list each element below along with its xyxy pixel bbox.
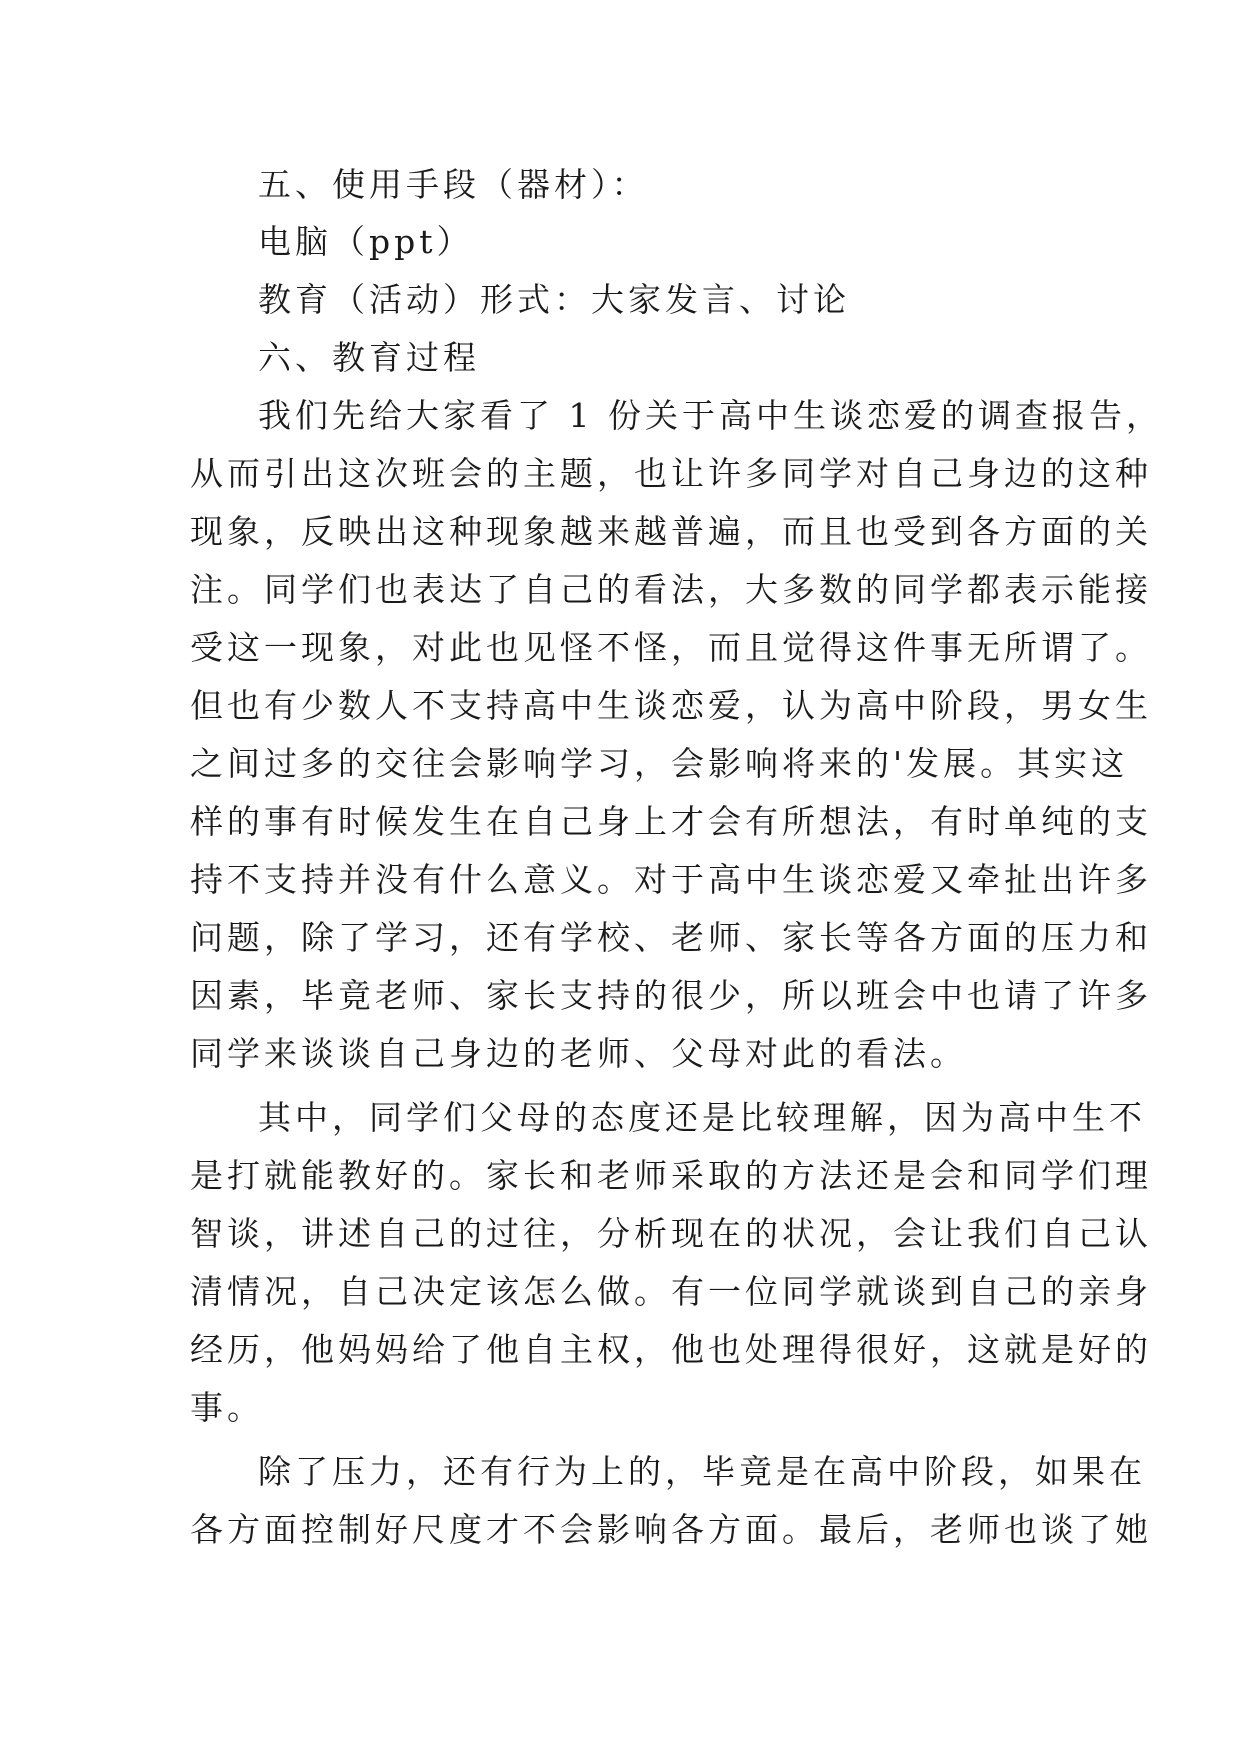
section-heading-process: 六、教育过程	[258, 338, 480, 377]
text-line: 电脑（ppt）	[258, 222, 474, 261]
paragraph-line: 事。	[190, 1388, 264, 1427]
paragraph-line: 注。同学们也表达了自己的看法，大多数的同学都表示能接	[190, 570, 1152, 609]
paragraph-line: 各方面控制好尺度才不会影响各方面。最后，老师也谈了她	[190, 1510, 1152, 1549]
paragraph-line: 样的事有时候发生在自己身上才会有所想法，有时单纯的支	[190, 802, 1152, 841]
paragraph-line: 从而引出这次班会的主题，也让许多同学对自己身边的这种	[190, 454, 1152, 493]
paragraph-line: 清情况，自己决定该怎么做。有一位同学就谈到自己的亲身	[190, 1272, 1152, 1311]
paragraph-line: 问题，除了学习，还有学校、老师、家长等各方面的压力和	[190, 918, 1152, 957]
paragraph-line: 是打就能教好的。家长和老师采取的方法还是会和同学们理	[190, 1156, 1152, 1195]
paragraph-line: 受这一现象，对此也见怪不怪，而且觉得这件事无所谓了。	[190, 628, 1152, 667]
paragraph-line: 但也有少数人不支持高中生谈恋爱，认为高中阶段，男女生	[190, 686, 1152, 725]
paragraph-line: 现象，反映出这种现象越来越普遍，而且也受到各方面的关	[190, 512, 1152, 551]
paragraph-line: 同学来谈谈自己身边的老师、父母对此的看法。	[190, 1034, 967, 1073]
section-heading-tools: 五、使用手段（器材）：	[258, 165, 649, 204]
paragraph-line: 智谈，讲述自己的过往，分析现在的状况，会让我们自己认	[190, 1214, 1152, 1253]
paragraph-line: 之间过多的交往会影响学习，会影响将来的'发展。其实这	[190, 744, 1129, 783]
text-line: 教育（活动）形式：大家发言、讨论	[258, 280, 850, 319]
paragraph-line: 除了压力，还有行为上的，毕竟是在高中阶段，如果在	[258, 1452, 1146, 1491]
paragraph-line: 经历，他妈妈给了他自主权，他也处理得很好，这就是好的	[190, 1330, 1152, 1369]
paragraph-line: 其中，同学们父母的态度还是比较理解，因为高中生不	[258, 1098, 1146, 1137]
paragraph-line: 我们先给大家看了 1 份关于高中生谈恋爱的调查报告，	[258, 396, 1163, 435]
paragraph-line: 因素，毕竟老师、家长支持的很少，所以班会中也请了许多	[190, 976, 1152, 1015]
paragraph-line: 持不支持并没有什么意义。对于高中生谈恋爱又牵扯出许多	[190, 860, 1152, 899]
